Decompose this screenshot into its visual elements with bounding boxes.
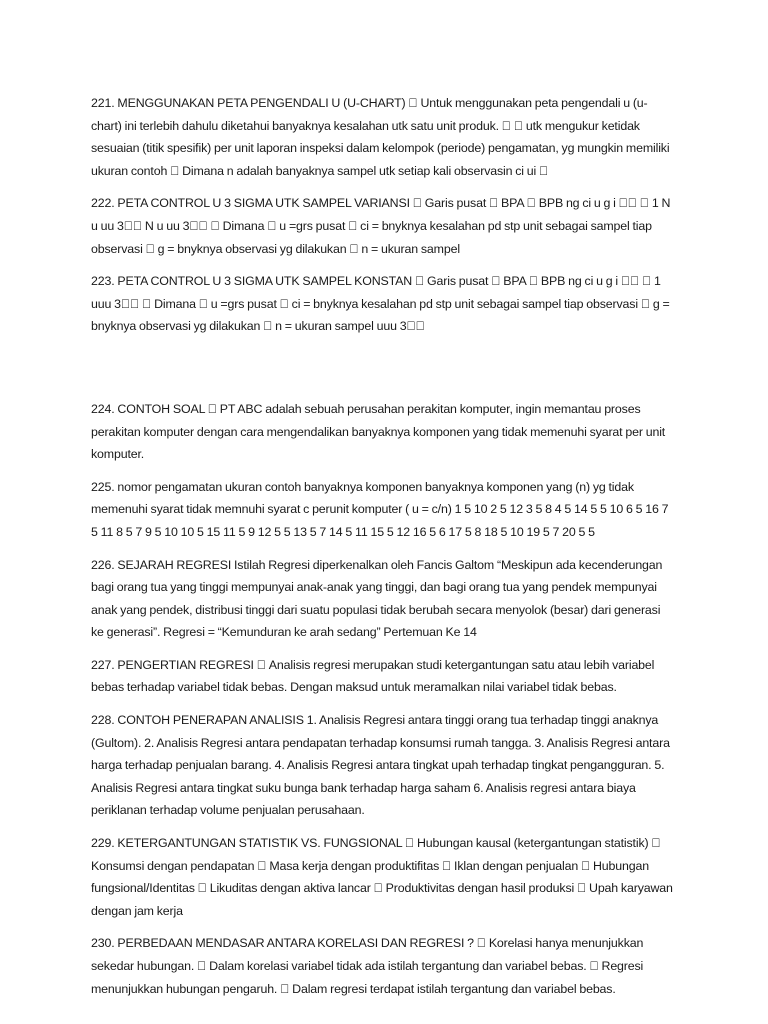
paragraph-224: 224. CONTOH SOAL PT ABC adalah sebuah perusahan perakitan komputer, ingin memantau proses perakitan komputer dengan cara mengendalikan banyaknya komponen yang tidak memenuhi syarat per unit komputer. [91,401,666,462]
paragraph-227: 227. PENGERTIAN REGRESI Analisis regresi merupakan studi ketergantungan satu atau lebih variabel bebas terhadap variabel tidak bebas. Dengan maksud untuk meramalkan nilai variabel tidak bebas. [91,657,642,695]
paragraph-226: 226. SEJARAH REGRESI Istilah Regresi diperkenalkan oleh Fancis Galtom “Meskipun ada kecenderungan bagi orang tua yang tinggi mempunyai anak-anak yang tinggi, dan bagi orang tua yang pendek mempunyai anak yang pendek, distribusi tinggi dari suatu populasi tidak berubah secara menyolok (besar) dari generasi ke generasi”. Regresi = “Kemunduran ke arah sedang” Pertemuan Ke 14 [91,557,663,640]
text-column [91,92,673,1000]
paragraph-230: 230. PERBEDAAN MENDASAR ANTARA KORELASI DAN REGRESI ? Korelasi hanya menunjukkan sekedar hubungan. Dalam korelasi variabel tidak ada istilah tergantung dan variabel bebas. Regresi menunjukkan hubungan pengaruh. Dalam regresi terdapat istilah tergantung dan variabel bebas. [91,936,632,996]
paragraph-223: 223. PETA CONTROL U 3 SIGMA UTK SAMPEL KONSTAN Garis pusat BPA BPB ng ci u g i 1 uuu 3 Dimana u =grs pusat ci = bnyknya kesalahan pd stp unit sebagai sampel tiap observasi g = bnyknya observasi yg dilakukan n = ukuran sampel uuu 3 [91,274,669,334]
paragraph-222: 222. PETA CONTROL U 3 SIGMA UTK SAMPEL VARIANSI Garis pusat BPA BPB ng ci u g i 1 N u uu 3 N u uu 3 Dimana u =grs pusat ci = bnyknya kesalahan pd stp unit sebagai sampel tiap observasi g = bnyknya observasi yg dilakukan n = ukuran sampel [91,196,658,256]
paragraph-229: 229. KETERGANTUNGAN STATISTIK VS. FUNGSIONAL Hubungan kausal (ketergantungan statistik) Konsumsi dengan pendapatan Masa kerja dengan produktifitas Iklan dengan penjualan Hubungan fungsional/Identitas Likuditas dengan aktiva lancar Produktivitas dengan hasil produksi Upah karyawan dengan jam kerja [91,836,637,918]
paragraph-221: 221. MENGGUNAKAN PETA PENGENDALI U (U-CHART) Untuk menggunakan peta pengendali u (u-chart) ini terlebih dahulu diketahui banyaknya kesalahan utk satu unit produk. utk mengukur ketidak sesuaian (titik spesifik) per unit laporan inspeksi dalam kelompok (periode) pengamatan, yg mungkin memiliki ukuran contoh Dimana n adalah banyaknya sampel utk setiap kali observasin ci ui [91,96,673,178]
paragraph-228: 228. CONTOH PENERAPAN ANALISIS 1. Analisis Regresi antara tinggi orang tua terhadap tinggi anaknya (Gultom). 2. Analisis Regresi antara pendapatan terhadap konsumsi rumah tangga. 3. Analisis Regresi antara harga terhadap penjualan barang. 4. Analisis Regresi antara tingkat upah terhadap tingkat pengangguran. 5. Analisis Regresi antara tingkat suku bunga bank terhadap harga saham 6. Analisis regresi antara biaya periklanan terhadap volume penjualan perusahaan. [91,713,670,818]
paragraph-225: 225. nomor pengamatan ukuran contoh banyaknya komponen banyaknya komponen yang (n) yg tidak memenuhi syarat tidak memnuhi syarat c perunit komputer ( u = c/n) 1 5 10 2 5 12 3 5 8 4 5 14 5 5 10 6 5 16 7 5 11 8 5 7 9 5 10 10 5 15 11 5 9 12 5 5 13 5 7 14 5 11 15 5 12 16 5 6 17 5 8 18 5 10 19 5 7 20 5 5 [91,479,669,539]
